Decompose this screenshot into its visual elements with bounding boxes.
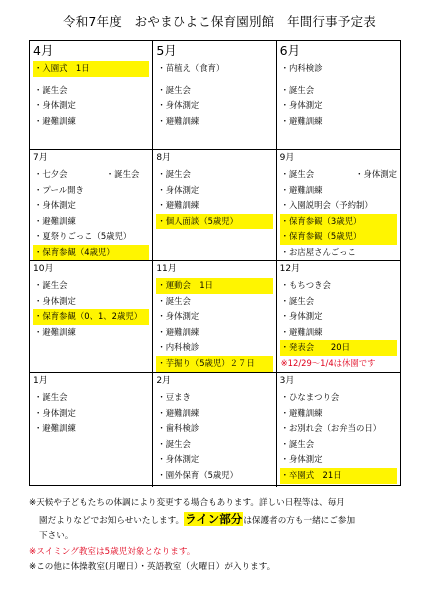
event-item: ・誕生会 <box>105 169 140 179</box>
month-cell-april <box>30 41 153 150</box>
event-item: ・もちつき会 <box>280 280 331 290</box>
event-item: ・避難訓練 <box>280 407 323 418</box>
event-item: ・お別れ会（お弁当の日） <box>280 423 382 434</box>
event-item: ・卒園式 21日 <box>280 468 397 484</box>
event-item: ・誕生会 <box>280 84 315 95</box>
event-item: ・避難訓練 <box>157 407 200 418</box>
event-item: ・豆まき <box>157 392 191 402</box>
month-cell-december <box>277 261 400 373</box>
month-cell-may <box>153 41 276 150</box>
event-item: ・身体測定 <box>280 311 323 322</box>
month-cell-august <box>153 150 276 261</box>
month-cell-january <box>30 373 153 487</box>
event-item: ・芋掘り（5歳児）２７日 <box>156 356 272 372</box>
footnotes <box>29 496 409 576</box>
event-item: ・誕生会 <box>157 438 191 449</box>
event-item: ・入園説明会（予約制） <box>280 200 373 211</box>
note-text: は保護者の方も一緒にご参加 <box>243 515 356 526</box>
month-cell-november <box>153 261 276 373</box>
event-item: ・誕生会 <box>34 280 68 290</box>
schedule-table <box>29 40 401 486</box>
event-item: ・内科検診 <box>157 342 200 353</box>
event-item: ・避難訓練 <box>280 115 323 126</box>
month-label: 8月 <box>156 153 172 163</box>
event-item-pair <box>33 167 149 183</box>
event-item: ・身体測定 <box>34 100 76 111</box>
event-item: ・身体測定 <box>157 184 200 195</box>
event-item: ・避難訓練 <box>280 184 323 195</box>
note-line: ※この他に体操教室(月曜日）・英語教室（火曜日）が入ります。 <box>29 562 276 573</box>
month-cell-june <box>277 41 400 150</box>
month-label: 3月 <box>279 376 295 386</box>
event-item: ・発表会 20日 <box>280 340 397 356</box>
event-item: ・誕生会 <box>280 295 315 306</box>
month-label: 4月 <box>33 43 54 58</box>
line-highlight: ライン部分 <box>185 511 243 526</box>
event-item: ・誕生会 <box>157 169 191 179</box>
event-item: ・保育参観（5歳児） <box>280 229 397 245</box>
month-label: 9月 <box>279 153 295 163</box>
month-cell-march <box>277 373 400 487</box>
event-item: ・運動会 1日 <box>156 278 272 294</box>
event-item: ・身体測定 <box>280 100 323 111</box>
note-line: 下さい。 <box>39 531 74 542</box>
event-item: ・誕生会 <box>157 84 191 95</box>
month-cell-february <box>153 373 276 487</box>
event-item: ・プール開き <box>34 184 84 195</box>
event-item: ・身体測定 <box>34 200 76 211</box>
event-item: ・避難訓練 <box>157 326 200 337</box>
event-item: ・誕生会 <box>157 295 191 306</box>
page-title: 令和7年度 おやまひよこ保育園別館 年間行事予定表 <box>63 14 376 29</box>
event-item: ・身体測定 <box>355 169 397 179</box>
event-item: ・避難訓練 <box>34 215 76 226</box>
event-item: ・保育参観（0、1、2歳児） <box>33 309 149 325</box>
event-item: ・お店屋さんごっこ <box>280 246 356 257</box>
event-item: ・入園式 1日 <box>33 61 149 77</box>
event-item: ・避難訓練 <box>280 326 323 337</box>
event-item: ・保育参観（3歳児） <box>280 214 397 230</box>
event-item: ・避難訓練 <box>157 200 200 211</box>
event-item: ・身体測定 <box>157 100 200 111</box>
event-item: ・内科検診 <box>280 63 323 73</box>
event-item: ・避難訓練 <box>157 115 200 126</box>
month-cell-july <box>30 150 153 261</box>
event-item: ・園外保育（5歳児） <box>157 469 239 480</box>
month-label: 6月 <box>279 43 301 58</box>
event-item: ・避難訓練 <box>34 326 76 337</box>
event-item: ・誕生会 <box>280 169 315 179</box>
note-line-swimming: ※スイミング教室は5歳児対象となります。 <box>29 546 196 557</box>
month-label: 5月 <box>156 43 177 58</box>
event-item: ・誕生会 <box>34 392 68 402</box>
month-label: 10月 <box>33 264 54 274</box>
event-item: ・歯科検診 <box>157 423 200 434</box>
event-item: ・身体測定 <box>34 407 76 418</box>
event-item: ・誕生会 <box>280 438 315 449</box>
event-item: ・個人面談（5歳児） <box>156 214 272 230</box>
event-item: ・夏祭りごっこ（5歳児） <box>34 231 132 242</box>
event-item: ・身体測定 <box>157 454 200 465</box>
month-cell-september <box>277 150 400 261</box>
month-label: 1月 <box>33 376 48 386</box>
month-label: 11月 <box>156 264 177 274</box>
note-line <box>29 512 409 530</box>
event-item-pair <box>280 167 397 183</box>
event-item: ・保育参観（4歳児） <box>33 245 149 261</box>
event-item: ・誕生会 <box>34 84 68 95</box>
month-label: 2月 <box>156 376 172 386</box>
event-item: ・身体測定 <box>34 295 76 306</box>
month-label: 7月 <box>33 153 48 163</box>
event-item: ・避難訓練 <box>34 115 76 126</box>
event-item: ・避難訓練 <box>34 423 76 434</box>
event-item: ・七夕会 <box>34 169 68 179</box>
event-item: ・ひなまつり会 <box>280 392 340 402</box>
note-line: ※天候や子どもたちの体調により変更する場合もあります。詳しい日程等は、毎月 <box>29 498 345 508</box>
month-label: 12月 <box>279 264 301 274</box>
note-text: 園だよりなどでお知らせいたします。 <box>39 515 185 526</box>
month-cell-october <box>30 261 153 373</box>
event-item: ・身体測定 <box>280 454 323 465</box>
event-item: ・苗植え（食育） <box>157 63 225 73</box>
event-item: ・身体測定 <box>157 311 200 322</box>
closure-notice: ※12/29～1/4は休園です <box>280 357 376 368</box>
